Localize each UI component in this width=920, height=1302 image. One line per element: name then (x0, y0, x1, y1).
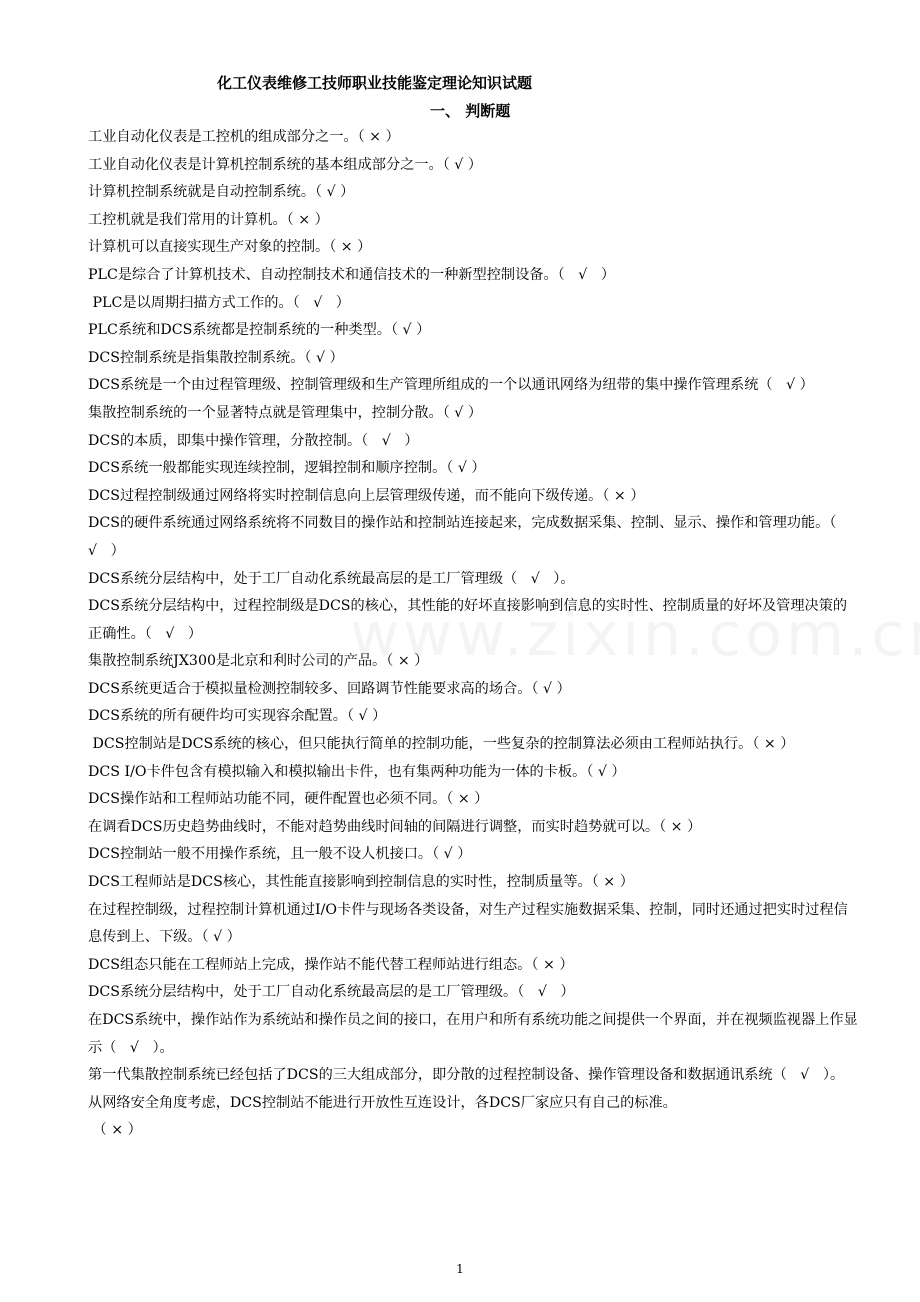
question-item: 工业自动化仪表是计算机控制系统的基本组成部分之一。（ √ ） (88, 156, 483, 173)
question-item: DCS控制系统是指集散控制系统。（ √ ） (88, 349, 344, 366)
question-item: 计算机控制系统就是自动控制系统。（ √ ） (88, 184, 355, 201)
question-item: （ × ） (88, 1122, 142, 1139)
page-number: 1 (456, 1262, 464, 1276)
question-item: DCS组态只能在工程师站上完成，操作站不能代替工程师站进行组态。（ × ） (88, 956, 574, 973)
question-item: DCS的本质，即集中操作管理，分散控制。（ √ ） (88, 432, 419, 449)
question-item: DCS系统是一个由过程管理级、控制管理级和生产管理所组成的一个以通讯网络为纽带的集中操作管理系统（ √ ） (88, 377, 814, 394)
section-heading: 一、 判断题 (430, 102, 511, 120)
question-item: DCS过程控制级通过网络将实时控制信息向上层管理级传递，而不能向下级传递。（ × ） (88, 487, 645, 504)
question-item: PLC系统和DCS系统都是控制系统的一种类型。（ √ ） (88, 322, 431, 339)
question-item: 在调看DCS历史趋势曲线时，不能对趋势曲线时间轴的间隔进行调整，而实时趋势就可以。（ × ） (88, 818, 702, 835)
question-item: 从网络安全角度考虑，DCS控制站不能进行开放性互连设计，各DCS厂家应只有自己的标准。 (88, 1094, 677, 1111)
question-item: DCS的硬件系统通过网络系统将不同数目的操作站和控制站连接起来，完成数据采集、控制、显示、操作和管理功能。（ √ ） (88, 515, 850, 559)
question-item: 计算机可以直接实现生产对象的控制。（ × ） (88, 239, 372, 256)
question-item: 第一代集散控制系统已经包括了DCS的三大组成部分，即分散的过程控制设备、操作管理设备和数据通讯系统（ √ ）。 (88, 1067, 845, 1084)
question-item: DCS操作站和工程师站功能不同，硬件配置也必须不同。（ × ） (88, 791, 489, 808)
question-item: DCS系统的所有硬件均可实现容余配置。（ √ ） (88, 708, 387, 725)
question-item: 集散控制系统的一个显著特点就是管理集中，控制分散。（ √ ） (88, 404, 483, 421)
question-item: DCS控制站一般不用操作系统，且一般不设人机接口。（ √ ） (88, 846, 472, 863)
question-item: PLC是综合了计算机技术、自动控制技术和通信技术的一种新型控制设备。（ √ ） (88, 266, 616, 283)
question-item: DCS控制站是DCS系统的核心，但只能执行简单的控制功能，一些复杂的控制算法必须由工程师站执行。（ × ） (88, 736, 795, 753)
question-item: 工业自动化仪表是工控机的组成部分之一。（ × ） (88, 129, 400, 145)
question-list (88, 124, 858, 1145)
question-item: DCS系统更适合于模拟量检测控制较多、回路调节性能要求高的场合。（ √ ） (88, 680, 571, 697)
question-item: 在DCS系统中，操作站作为系统站和操作员之间的接口，在用户和所有系统功能之间提供一个界面，并在视频监视器上作显示（ √ ）。 (88, 1012, 858, 1056)
question-item: 集散控制系统JX300是北京和利时公司的产品。（ × ） (88, 653, 429, 670)
question-item: DCS系统分层结构中，处于工厂自动化系统最高层的是工厂管理级。（ √ ） (88, 984, 575, 1001)
question-item: 在过程控制级，过程控制计算机通过I/O卡件与现场各类设备，对生产过程实施数据采集、控制，同时还通过把实时过程信息传到上、下级。（ √ ） (88, 901, 848, 946)
question-item: DCS工程师站是DCS核心，其性能直接影响到控制信息的实时性，控制质量等。（ × ） (88, 874, 634, 891)
question-item: 工控机就是我们常用的计算机。（ × ） (88, 211, 329, 228)
document-title: 化工仪表维修工技师职业技能鉴定理论知识试题 (217, 74, 533, 92)
question-item: DCS I/O卡件包含有模拟输入和模拟输出卡件，也有集两种功能为一体的卡板。（ √ ） (88, 763, 626, 780)
question-item: DCS系统一般都能实现连续控制，逻辑控制和顺序控制。（ √ ） (88, 460, 486, 477)
question-item: DCS系统分层结构中，处于工厂自动化系统最高层的是工厂管理级（ √ ）。 (88, 570, 575, 587)
question-item: DCS系统分层结构中，过程控制级是DCS的核心，其性能的好坏直接影响到信息的实时性、控制质量的好坏及管理决策的正确性。（ √ ） (88, 598, 848, 642)
question-item: PLC是以周期扫描方式工作的。（ √ ） (88, 294, 350, 311)
